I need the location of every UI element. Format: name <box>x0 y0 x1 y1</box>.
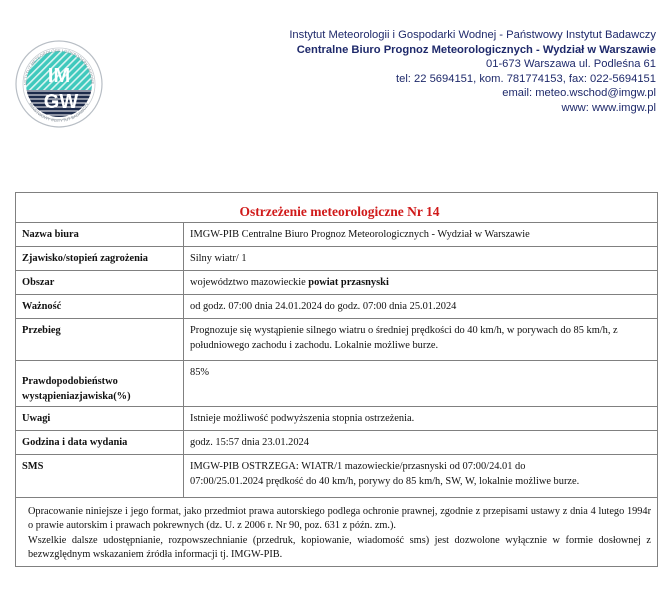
row-value-area <box>184 271 658 295</box>
copyright-paragraph-1: Opracowanie niniejsze i jego format, jako przedmiot prawa autorskiego podlega ochronie prawnej, zgodnie z przepisami ustawy z dnia 4 lutego 1994r o prawie autorskim i prawach pokrewnych (dz. U. z 2006 r. Nr 90, poz. 631 z późn. zm.). <box>28 506 651 532</box>
sms-line2: 07:00/25.01.2024 prędkość do 40 km/h, porywy do 85 km/h, SW, W, lokalnie możliwe burze. <box>190 476 580 487</box>
institute-name: Instytut Meteorologii i Gospodarki Wodnej - Państwowy Instytut Badawczy <box>289 29 656 41</box>
row-value-course: Prognozuje się wystąpienie silnego wiatru o średniej prędkości do 40 km/h, w porywach do 85 km/h, z południowego zachodu i zachodu. Lokalnie możliwe burze. <box>184 319 658 361</box>
row-value-office: IMGW-PIB Centralne Biuro Prognoz Meteorologicznych - Wydział w Warszawie <box>184 223 658 247</box>
email[interactable]: email: meteo.wschod@imgw.pl <box>502 87 656 100</box>
table-row <box>16 431 658 455</box>
table-row <box>16 271 658 295</box>
area-voivodeship: województwo mazowieckie <box>190 277 309 288</box>
row-label-probability <box>16 361 184 407</box>
row-label-course: Przebieg <box>16 319 184 361</box>
row-value-phenomenon: Silny wiatr/ 1 <box>184 247 658 271</box>
row-value-probability: 85% <box>184 361 658 407</box>
area-county: powiat przasnyski <box>308 277 389 288</box>
imgw-logo <box>15 40 103 128</box>
logo-text-bottom: GW <box>43 91 79 113</box>
table-row <box>16 455 658 498</box>
probability-label-line1: Prawdopodobieństwo <box>22 376 118 387</box>
office-name-department: Wydział w Warszawie <box>542 43 656 56</box>
footer-row <box>16 498 658 567</box>
office-name <box>289 43 656 58</box>
row-value-sms <box>184 455 658 498</box>
organization-header <box>289 28 656 116</box>
table-row <box>16 319 658 361</box>
logo-text-top: IM <box>47 65 71 87</box>
row-label-sms: SMS <box>16 455 184 498</box>
row-value-validity: od godz. 07:00 dnia 24.01.2024 do godz. 07:00 dnia 25.01.2024 <box>184 295 658 319</box>
table-row <box>16 295 658 319</box>
row-value-remarks: Istnieje możliwość podwyższenia stopnia ostrzeżenia. <box>184 407 658 431</box>
sms-line1: IMGW-PIB OSTRZEGA: WIATR/1 mazowieckie/przasnyski od 07:00/24.01 do <box>190 461 526 472</box>
warning-table <box>15 192 658 567</box>
row-label-office: Nazwa biura <box>16 223 184 247</box>
row-label-area: Obszar <box>16 271 184 295</box>
warning-title: Ostrzeżenie meteorologiczne Nr 14 <box>16 193 658 223</box>
copyright-paragraph-2: Wszelkie dalsze udostępnianie, rozpowszechnianie (przedruk, kopiowanie, wiadomość sms) jest dozwolone wyłącznie w formie dosłownej z bezwzględnym wskazaniem źródła informacji tj. IMGW-PIB. <box>28 534 651 560</box>
table-row <box>16 247 658 271</box>
table-row <box>16 407 658 431</box>
row-label-validity: Ważność <box>16 295 184 319</box>
probability-label-line2: wystąpieniazjawiska(%) <box>22 391 131 402</box>
address: 01-673 Warszawa ul. Podleśna 61 <box>486 58 656 71</box>
phone-numbers: tel: 22 5694151, kom. 781774153, fax: 022-5694151 <box>395 72 656 85</box>
row-label-remarks: Uwagi <box>16 407 184 431</box>
office-name-prefix: Centralne Biuro Prognoz Meteorologicznych - <box>296 43 543 56</box>
row-value-issued: godz. 15:57 dnia 23.01.2024 <box>184 431 658 455</box>
copyright-notice <box>16 498 658 567</box>
table-row <box>16 223 658 247</box>
table-row <box>16 361 658 407</box>
website[interactable]: www: www.imgw.pl <box>561 101 656 114</box>
logo-ring-text-bottom: PAŃSTWOWY INSTYTUT BADAWCZY <box>27 101 91 124</box>
row-label-issued: Godzina i data wydania <box>16 431 184 455</box>
title-row <box>16 193 658 223</box>
logo-ring-text-top: NSTYTUT METEOROLOGII I GOSPODARKI WODNE <box>22 47 96 86</box>
row-label-phenomenon: Zjawisko/stopień zagrożenia <box>16 247 184 271</box>
